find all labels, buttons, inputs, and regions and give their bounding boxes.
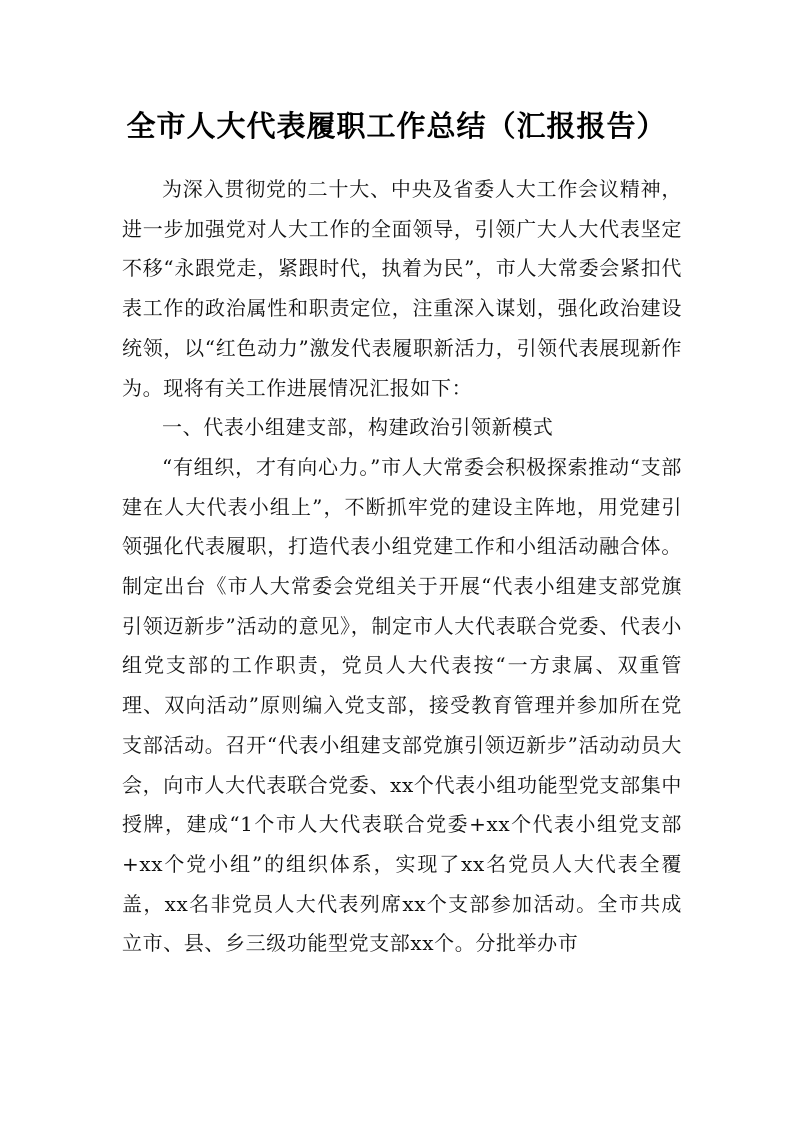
document-body <box>122 170 682 964</box>
section-paragraph: “有组织，才有向心力。”市人大常委会积极探索推动“支部建在人大代表小组上”，不断抓牢党的建设主阵地，用党建引领强化代表履职，打造代表小组党建工作和小组活动融合体。制定出台《市人大常委会党组关于开展“代表小组建支部党旗引领迈新步”活动的意见》，制定市人大代表联合党委、代表小组党支部的工作职责，党员人大代表按“一方隶属、双重管理、双向活动”原则编入党支部，接受教育管理并参加所在党支部活动。召开“代表小组建支部党旗引领迈新步”活动动员大会，向市人大代表联合党委、xx个代表小组功能型党支部集中授牌，建成“1个市人大代表联合党委+xx个代表小组党支部+xx个党小组”的组织体系，实现了xx名党员人大代表全覆盖，xx名非党员人大代表列席xx个支部参加活动。全市共成立市、县、乡三级功能型党支部xx个。分批举办市 <box>122 454 682 956</box>
section-heading: 一、代表小组建支部，构建政治引领新模式 <box>162 415 554 440</box>
document-title: 全市人大代表履职工作总结（汇报报告） <box>126 109 667 143</box>
intro-paragraph: 为深入贯彻党的二十大、中央及省委人大工作会议精神，进一步加强党对人大工作的全面领导，引领广大人大代表坚定不移“永跟党走，紧跟时代，执着为民”，市人大常委会紧扣代表工作的政治属性和职责定位，注重深入谋划，强化政治建设统领，以“红色动力”激发代表履职新活力，引领代表展现新作为。现将有关工作进展情况汇报如下： <box>122 177 682 400</box>
